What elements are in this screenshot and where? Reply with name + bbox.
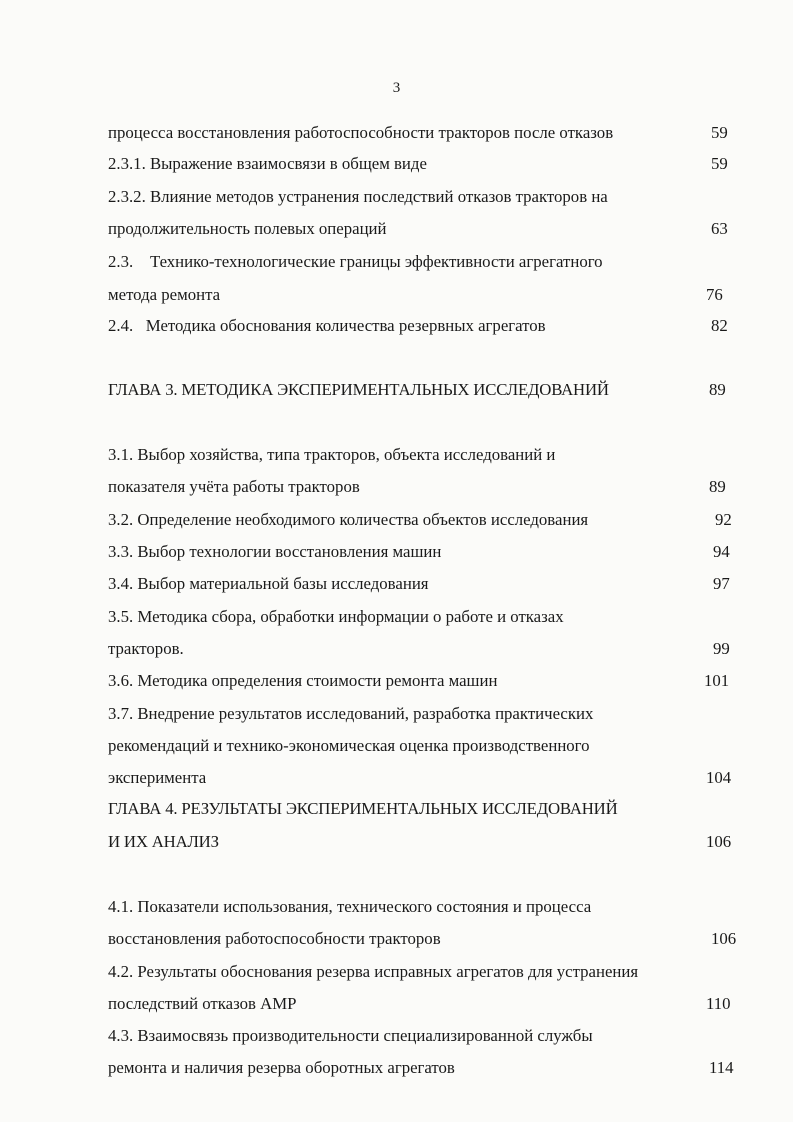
toc-line: тракторов. (108, 639, 184, 658)
toc-page-number: 106 (711, 929, 737, 948)
toc-line: 2.4. Методика обоснования количества резервных агрегатов (108, 316, 546, 335)
toc-page-number: 99 (713, 639, 730, 658)
toc-line: 3.3. Выбор технологии восстановления машин (108, 542, 442, 561)
toc-line: восстановления работоспособности тракторов (108, 929, 441, 948)
toc-line: эксперимента (108, 768, 207, 787)
toc-page-number: 92 (715, 510, 732, 529)
toc-page-number: 82 (711, 316, 728, 335)
toc-line: рекомендаций и технико-экономическая оценка производственного (108, 736, 590, 755)
toc-page-number: 94 (713, 542, 730, 561)
page-number: 3 (392, 80, 401, 96)
toc-page-number: 97 (713, 574, 730, 593)
toc-line: метода ремонта (108, 285, 221, 304)
toc-line: 3.2. Определение необходимого количества объектов исследования (108, 510, 589, 529)
toc-line: 2.3.2. Влияние методов устранения последствий отказов тракторов на (108, 187, 608, 206)
toc-line: 3.6. Методика определения стоимости ремонта машин (108, 671, 498, 690)
toc-page-number: 101 (704, 671, 730, 690)
toc-page-number: 59 (711, 154, 728, 173)
toc-page-number: 89 (709, 380, 726, 399)
toc-page-number: 76 (706, 285, 723, 304)
toc-line: ремонта и наличия резерва оборотных агрегатов (108, 1058, 455, 1077)
chapter-heading: ГЛАВА 3. МЕТОДИКА ЭКСПЕРИМЕНТАЛЬНЫХ ИССЛЕДОВАНИЙ (108, 380, 609, 399)
toc-page-number: 110 (706, 994, 731, 1013)
toc-line: 3.5. Методика сбора, обработки информации о работе и отказах (108, 607, 564, 626)
toc-line: 2.3.1. Выражение взаимосвязи в общем виде (108, 154, 427, 173)
toc-line: 3.1. Выбор хозяйства, типа тракторов, объекта исследований и (108, 445, 556, 464)
toc-line: 3.4. Выбор материальной базы исследования (108, 574, 429, 593)
toc-line: 2.3. Технико-технологические границы эффективности агрегатного (108, 252, 603, 271)
toc-page-number: 106 (706, 832, 732, 851)
toc-line: 4.1. Показатели использования, технического состояния и процесса (108, 897, 592, 916)
toc-line: 3.7. Внедрение результатов исследований, разработка практических (108, 704, 594, 723)
toc-page-number: 63 (711, 219, 728, 238)
toc-page-number: 89 (709, 477, 726, 496)
toc-line: показателя учёта работы тракторов (108, 477, 360, 496)
toc-page-number: 59 (711, 123, 728, 142)
toc-page-number: 104 (706, 768, 732, 787)
chapter-heading: И ИХ АНАЛИЗ (108, 832, 219, 851)
toc-line: 4.3. Взаимосвязь производительности специализированной службы (108, 1026, 593, 1045)
toc-line: последствий отказов АМР (108, 994, 297, 1013)
chapter-heading: ГЛАВА 4. РЕЗУЛЬТАТЫ ЭКСПЕРИМЕНТАЛЬНЫХ ИССЛЕДОВАНИЙ (108, 799, 618, 818)
toc-line: процесса восстановления работоспособности тракторов после отказов (108, 123, 614, 142)
toc-page-number: 114 (709, 1058, 734, 1077)
toc-line: продолжительность полевых операций (108, 219, 387, 238)
toc-line: 4.2. Результаты обоснования резерва исправных агрегатов для устранения (108, 962, 639, 981)
